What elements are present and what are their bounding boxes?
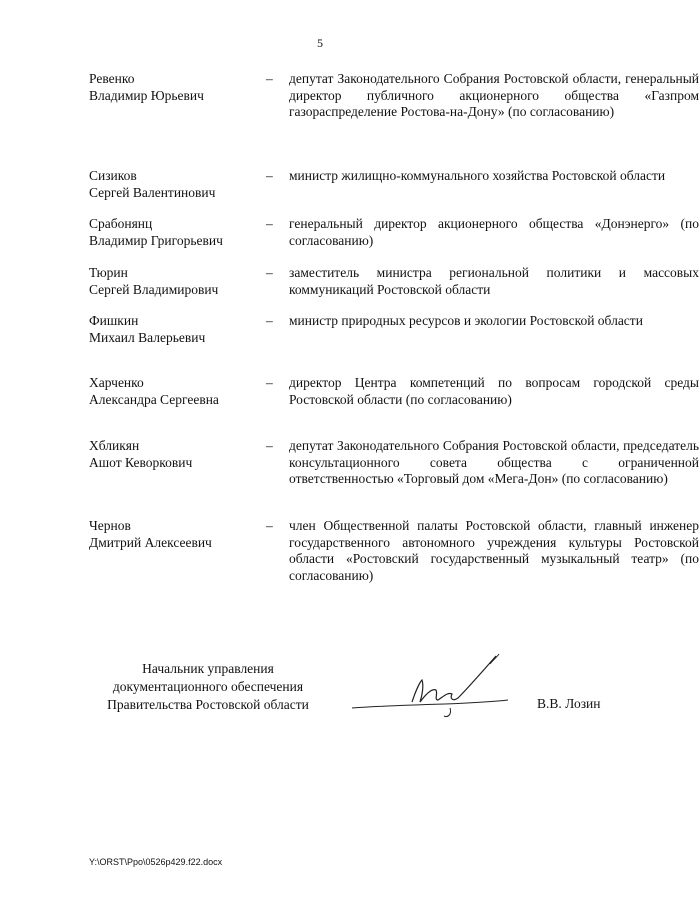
member-name	[89, 71, 259, 104]
member-surname: Чернов	[89, 518, 131, 533]
member-position: член Общественной палаты Ростовской области, главный инженер государственного автономного учреждения культуры Ростовской области «Ростовский государственный музыкальный театр» (по согласованию)	[289, 518, 699, 583]
dash: –	[266, 265, 273, 280]
member-surname: Срабонянц	[89, 216, 153, 231]
dash: –	[266, 216, 273, 231]
member-name	[89, 375, 259, 408]
signatory-title-line: Начальник управления	[142, 661, 274, 676]
signatory-title-line: документационного обеспечения	[112, 679, 304, 694]
member-surname: Ревенко	[89, 71, 135, 86]
member-name	[89, 518, 259, 551]
member-surname: Фишкин	[89, 313, 139, 328]
member-position: директор Центра компетенций по вопросам городской среды Ростовской области (по согласованию)	[289, 375, 699, 407]
dash: –	[266, 71, 273, 86]
member-name	[89, 265, 259, 298]
member-given-names: Ашот Кеворкович	[89, 454, 193, 470]
member-position: министр жилищно-коммунального хозяйства Ростовской области	[289, 168, 666, 183]
member-given-names: Александра Сергеевна	[89, 391, 219, 407]
signatory-title-line: Правительства Ростовской области	[107, 697, 309, 712]
member-surname: Сизиков	[89, 168, 137, 183]
dash: –	[266, 168, 273, 183]
handwritten-signature	[350, 650, 510, 720]
member-position: генеральный директор акционерного общества «Донэнерго» (по согласованию)	[289, 216, 699, 248]
dash: –	[266, 518, 273, 533]
member-position: министр природных ресурсов и экологии Ростовской области	[289, 313, 643, 328]
dash: –	[266, 375, 273, 390]
member-given-names: Владимир Юрьевич	[89, 87, 204, 103]
member-name	[89, 216, 259, 249]
dash: –	[266, 438, 273, 453]
member-given-names: Михаил Валерьевич	[89, 329, 206, 345]
signatory-name: В.В. Лозин	[537, 696, 601, 711]
signatory-title	[88, 660, 328, 714]
member-position: депутат Законодательного Собрания Ростовской области, председатель консультационного совета общества с ограниченной ответственностью «Торговый дом «Мега-Дон» (по согласованию)	[289, 438, 699, 486]
member-surname: Хбликян	[89, 438, 140, 453]
page-number: 5	[317, 36, 323, 50]
file-path: Y:\ORST\Ppo\0526p429.f22.docx	[89, 857, 223, 867]
member-surname: Харченко	[89, 375, 144, 390]
member-name	[89, 168, 259, 201]
member-name	[89, 313, 259, 346]
member-position: депутат Законодательного Собрания Ростовской области, генеральный директор публичного акционерного общества «Газпром газораспределение Ростова-на-Дону» (по согласованию)	[289, 71, 699, 119]
member-given-names: Владимир Григорьевич	[89, 232, 223, 248]
member-given-names: Дмитрий Алексеевич	[89, 534, 212, 550]
member-surname: Тюрин	[89, 265, 128, 280]
member-name	[89, 438, 259, 471]
dash: –	[266, 313, 273, 328]
member-given-names: Сергей Валентинович	[89, 184, 216, 200]
member-position: заместитель министра региональной политики и массовых коммуникаций Ростовской области	[289, 265, 699, 297]
member-given-names: Сергей Владимирович	[89, 281, 219, 297]
